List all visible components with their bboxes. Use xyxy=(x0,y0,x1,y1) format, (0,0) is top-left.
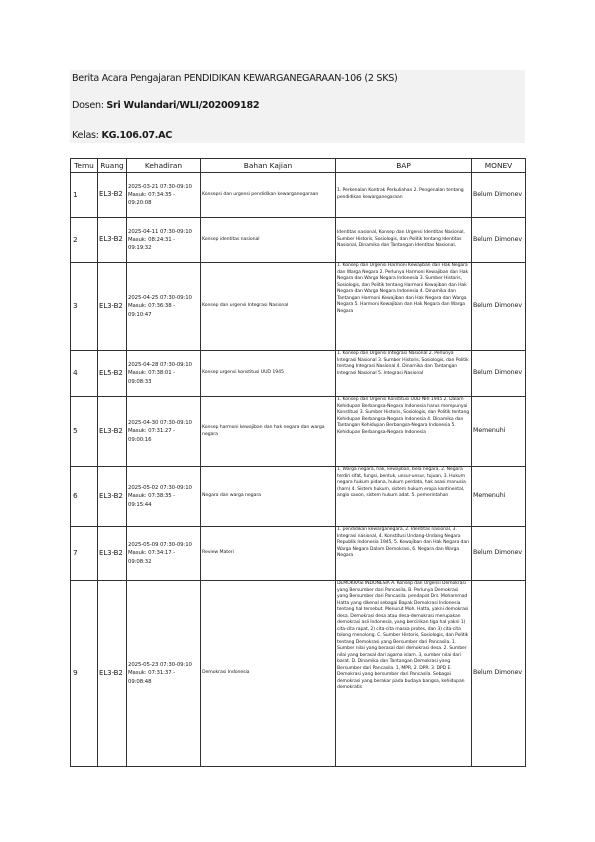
monev-cell: Belum Dimonev xyxy=(472,263,526,351)
kelas-line xyxy=(72,130,172,141)
ruang-cell: EL3-B2 xyxy=(98,218,127,263)
ruang-cell: EL3-B2 xyxy=(98,581,127,767)
document-header xyxy=(70,70,525,143)
bap-cell: Identitas nasional, Konsep dan Urgensi Identitas Nasional, Sumber Historis, Sosiologis, dan Politik tentang Identitas Nasional, Dinamika dan Tantangan Identitas Nasional, xyxy=(336,218,472,263)
monev-cell: Belum Dimonev xyxy=(472,173,526,218)
bap-cell: 1. Perkenalan Kontrak Perkuliahan 2. Pengenalan tentang pendidikan kewarganegaraan xyxy=(336,173,472,218)
temu-cell: 4 xyxy=(71,351,98,397)
table-row xyxy=(71,263,526,351)
kehadiran-cell xyxy=(127,218,201,263)
kehadiran-cell xyxy=(127,173,201,218)
kehadiran-schedule: 2025-05-09 07:30-09:10 xyxy=(128,542,192,549)
kehadiran-schedule: 2025-04-11 07:30-09:10 xyxy=(128,228,192,235)
monev-cell: Memenuhi xyxy=(472,467,526,527)
ruang-cell: EL5-B2 xyxy=(98,351,127,397)
monev-cell: Belum Dimonev xyxy=(472,218,526,263)
kehadiran-checkin: Masuk: 07:34:35 - 09:20:08 xyxy=(128,191,176,207)
column-header-ruang: Ruang xyxy=(98,159,127,173)
kehadiran-cell xyxy=(127,581,201,767)
ruang-cell: EL3-B2 xyxy=(98,263,127,351)
monev-cell: Memenuhi xyxy=(472,397,526,467)
table-row xyxy=(71,173,526,218)
bahan-kajian-cell: Konsep identitas nasional xyxy=(201,218,336,263)
bap-table xyxy=(70,158,526,767)
bahan-kajian-cell: Negara dan warga negara xyxy=(201,467,336,527)
temu-cell: 9 xyxy=(71,581,98,767)
ruang-cell: EL3-B2 xyxy=(98,173,127,218)
table-row xyxy=(71,218,526,263)
document-title xyxy=(72,73,397,84)
ruang-cell: EL3-B2 xyxy=(98,397,127,467)
kehadiran-cell xyxy=(127,527,201,581)
bap-cell: 1. pendidikan kewarganegara, 2. Identitas nasional, 3. Integrasi nasional, 4. Konstitusi Undang-Undang Negara Republik Indonesia 1945, 5. Kewajiban dan Hak Negara dan Warga Negara Dalam Demokrasi, 6. Negara dan Warga Negara xyxy=(336,527,472,581)
bahan-kajian-cell: Review Materi xyxy=(201,527,336,581)
kehadiran-schedule: 2025-05-23 07:30-09:10 xyxy=(128,662,192,669)
column-header-kehadiran: Kehadiran xyxy=(127,159,201,173)
table-header-row xyxy=(71,159,526,173)
kehadiran-schedule: 2025-04-25 07:30-09:10 xyxy=(128,295,192,302)
table-row xyxy=(71,467,526,527)
bahan-kajian-cell: Demokrasi Indonesia xyxy=(201,581,336,767)
kehadiran-checkin: Masuk: 07:31:27 - 09:00:16 xyxy=(128,428,176,443)
bahan-kajian-cell: Konsepsi dan urgensi pendidikan kewarganegaraan xyxy=(201,173,336,218)
monev-cell: Belum Dimonev xyxy=(472,527,526,581)
kelas-value: KG.106.07.AC xyxy=(101,130,172,141)
bahan-kajian-cell: Konsep urgensi konstitusi UUD 1945 xyxy=(201,351,336,397)
monev-cell: Belum Dimonev xyxy=(472,581,526,767)
kehadiran-checkin: Masuk: 07:38:35 - 09:15:44 xyxy=(128,493,176,508)
kehadiran-schedule: 2025-04-28 07:30-09:10 xyxy=(128,362,192,369)
temu-cell: 5 xyxy=(71,397,98,467)
kehadiran-checkin: Masuk: 07:34:17 - 09:08:32 xyxy=(128,550,176,565)
bahan-kajian-cell: Konsep harmoni kewajiban dan hak negara dan warga negara xyxy=(201,397,336,467)
table-row xyxy=(71,527,526,581)
bahan-kajian-cell: Konsep dan urgensi Integrasi Nasional xyxy=(201,263,336,351)
bap-cell: 1. Konsep dan Urgensi Harmoni Kewajiban dan Hak Negara dan Warga Negara 2. Perlunya Harmoni Kewajiban dan Hak Negara dan Warga Negara Indonesia 3. Sumber Historis, Sosiologis, dan Politik tentang Harmoni Kewajiban dan Hak Negara dan Warga Negara Indonesia 4. Dinamika dan Tantangan Harmoni Kewajiban dan Hak Negara dan Warga Negara 5. Harmoni Kewajiban dan Hak Negara dan Warga Negara xyxy=(336,263,472,351)
monev-cell: Belum Dimonev xyxy=(472,351,526,397)
bap-cell: DEMOKRASI INDONESIA A. Konsep dan Urgensi Demokrasi yang Bersumber dari Pancasila, B. Perlunya Demokrasi yang Bersumber dari Pancasila. pendapat Drs. Mohammad Hatta yang dikenal sebagai Bapak Demokrasi Indonesia tentang hal tersebut. Menurut Moh. Hatta, yakni demokrasi desa. Demokrasi desa atau desa-demokrasi merupakan demokrasi asli Indonesia, yang bercirikan tiga hal yakni 1) cita-cita rapat, 2) cita-cita massa protes, dan 3) cita-cita tolong menolong. C. Sumber Historis, Sosiologis, dan Politik tentang Demokrasi yang Bersumber dari Pancasila. 1. Sumber nilai yang berasal dari demokrasi desa. 2. Sumber nilai yang berasal dari agama islam. 3, sumber nilai dari barat. D. Dinamika dan Tantangan Demokrasi yang Bersumber dari Pancasila. 1, MPR, 2. DPR. 3. DPD E. Demokrasi yang bersumber dari Pancasila. Sebagai demokrasi yang berakar pada budaya bangsa, kehidupan demokratis xyxy=(336,581,472,767)
bap-cell: 1. Konsep dan Urgensi Integrasi Nasional 2. Perlunya Integrasi Nasional 3. Sumber Historis, Sosiologis, dan Politik tentang Integrasi Nasional 4. Dinamika dan Tantangan Integrasi Nasional 5. Integrasi Nasional xyxy=(336,351,472,397)
kehadiran-cell xyxy=(127,467,201,527)
table-row xyxy=(71,581,526,767)
ruang-cell: EL3-B2 xyxy=(98,527,127,581)
kehadiran-cell xyxy=(127,351,201,397)
column-header-bahan-kajian: Bahan Kajian xyxy=(201,159,336,173)
table-row xyxy=(71,351,526,397)
kehadiran-checkin: Masuk: 07:36:38 - 09:10:47 xyxy=(128,303,176,318)
column-header-bap: BAP xyxy=(336,159,472,173)
temu-cell: 1 xyxy=(71,173,98,218)
kehadiran-schedule: 2025-03-21 07:30-09:10 xyxy=(128,183,192,190)
title-prefix: Berita Acara Pengajaran xyxy=(72,73,184,84)
column-header-temu: Temu xyxy=(71,159,98,173)
dosen-label: Dosen: xyxy=(72,100,107,111)
bap-cell: 1. Konsep dan Urgensi Konstitusi UUD NRI 1945 2. Dalam Kehidupan Berbangsa-Negara Indonesia harus mempunyai Konstitusi 3. Sumber Historis, Sosiologis, dan Politik tentang Kehidupan Berbangsa-Negara Indonesia 4. Dinamika dan Tantangan Kehidupan Berbangsa-Negara Indonesia 5. Kehidupan Berbangsa-Negara Indonesia xyxy=(336,397,472,467)
temu-cell: 2 xyxy=(71,218,98,263)
kehadiran-checkin: Masuk: 07:31:37 - 09:08:48 xyxy=(128,670,176,685)
kehadiran-cell xyxy=(127,263,201,351)
ruang-cell: EL3-B2 xyxy=(98,467,127,527)
column-header-monev: MONEV xyxy=(472,159,526,173)
temu-cell: 6 xyxy=(71,467,98,527)
kehadiran-cell xyxy=(127,397,201,467)
kehadiran-schedule: 2025-05-02 07:30-09:10 xyxy=(128,485,192,492)
kehadiran-schedule: 2025-04-30 07:30-09:10 xyxy=(128,420,192,427)
dosen-value: Sri Wulandari/WLI/202009182 xyxy=(106,100,260,111)
kehadiran-checkin: Masuk: 08:24:31 - 09:19:32 xyxy=(128,236,176,252)
temu-cell: 3 xyxy=(71,263,98,351)
table-row xyxy=(71,397,526,467)
course-name: PENDIDIKAN KEWARGANEGARAAN-106 (2 SKS) xyxy=(183,73,398,84)
kelas-label: Kelas: xyxy=(72,130,102,141)
temu-cell: 7 xyxy=(71,527,98,581)
kehadiran-checkin: Masuk: 07:38:01 - 09:08:33 xyxy=(128,370,176,385)
dosen-line xyxy=(72,100,259,111)
bap-cell: 1. Warga negara, hak, kewajiban, bela negara, 2. Negara terdiri sifat, fungsi, bentuk, unsur-unsur, tujuan, 3. Hukum negara hukum pidana, hukum perdata, hak asasi manusia (ham) 4. Sistem hukum, sistem hukum eropa kontinental, anglo saxon, sistem hukum adat. 5. pemerintahan xyxy=(336,467,472,527)
